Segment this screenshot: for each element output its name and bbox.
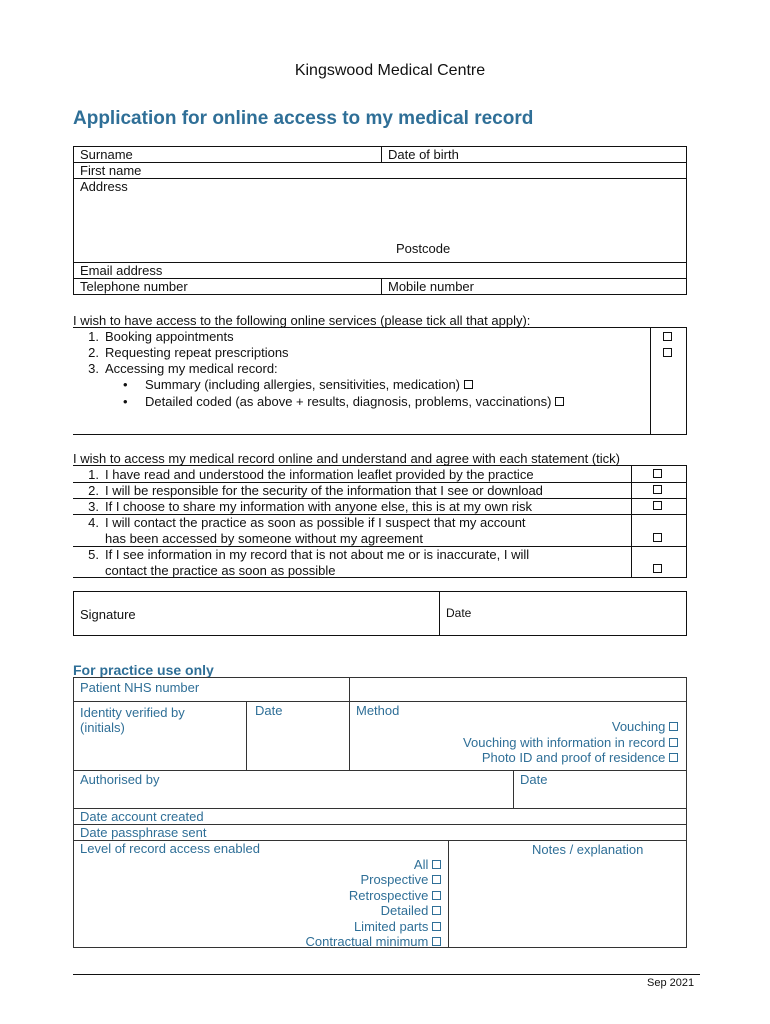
- statement-4-checkbox[interactable]: [653, 533, 662, 542]
- level-all-checkbox[interactable]: [432, 860, 441, 869]
- first-name-field[interactable]: First name: [74, 163, 687, 179]
- statement-2-checkbox[interactable]: [653, 485, 662, 494]
- method-option: Vouching: [612, 719, 678, 734]
- statement-1-checkbox[interactable]: [653, 469, 662, 478]
- footer-date: Sep 2021: [647, 977, 695, 989]
- address-field[interactable]: [74, 179, 687, 263]
- service-item: 2. Requesting repeat prescriptions: [88, 345, 289, 360]
- access-level-label: Level of record access enabled: [80, 841, 260, 856]
- statement-item-cont: has been accessed by someone without my agreement: [105, 531, 423, 546]
- level-limited-checkbox[interactable]: [432, 922, 441, 931]
- photo-id-checkbox[interactable]: [669, 753, 678, 762]
- statement-5-checkbox[interactable]: [653, 564, 662, 573]
- statements-intro: I wish to access my medical record online and understand and agree with each statement (tick): [73, 451, 620, 466]
- level-retrospective-checkbox[interactable]: [432, 891, 441, 900]
- method-label: Method: [356, 703, 400, 718]
- signature-box: [73, 591, 687, 636]
- identity-initials-label: (initials): [80, 720, 125, 735]
- email-field[interactable]: Email address: [74, 263, 687, 279]
- statement-item: 4. I will contact the practice as soon as possible if I suspect that my account: [88, 515, 526, 530]
- passphrase-field[interactable]: Date passphrase sent: [80, 825, 207, 840]
- mobile-field[interactable]: Mobile number: [382, 279, 687, 295]
- nhs-number-field[interactable]: Patient NHS number: [80, 680, 200, 695]
- services-box: [73, 327, 687, 435]
- identity-label: Identity verified by: [80, 705, 185, 720]
- practice-use-heading: For practice use only: [73, 662, 214, 678]
- method-option: Vouching with information in record: [463, 735, 678, 750]
- method-option: Photo ID and proof of residence: [482, 750, 678, 765]
- service-item: 3. Accessing my medical record:: [88, 361, 278, 376]
- services-intro: I wish to have access to the following online services (please tick all that apply):: [73, 313, 531, 328]
- level-option: Retrospective: [349, 888, 441, 903]
- statement-item: 5. If I see information in my record that is not about me or is inaccurate, I will: [88, 547, 530, 562]
- address-label: Address: [80, 179, 128, 194]
- authorised-date-field[interactable]: Date: [520, 772, 548, 787]
- signature-field[interactable]: Signature: [80, 607, 136, 622]
- vouching-info-checkbox[interactable]: [669, 738, 678, 747]
- level-option: Detailed: [381, 903, 441, 918]
- surname-field[interactable]: Surname: [74, 147, 382, 163]
- service-item: 1. Booking appointments: [88, 329, 234, 344]
- level-detailed-checkbox[interactable]: [432, 906, 441, 915]
- dob-field[interactable]: Date of birth: [382, 147, 687, 163]
- form-title: Application for online access to my medical record: [73, 108, 534, 129]
- telephone-field[interactable]: Telephone number: [74, 279, 382, 295]
- signature-date-field[interactable]: Date: [446, 606, 472, 620]
- booking-checkbox[interactable]: [663, 332, 672, 341]
- statement-item: 2. I will be responsible for the security of the information that I see or download: [88, 483, 543, 498]
- level-option: Contractual minimum: [306, 934, 441, 949]
- service-sub-item: • Summary (including allergies, sensitivities, medication): [73, 377, 473, 392]
- repeat-prescriptions-checkbox[interactable]: [663, 348, 672, 357]
- authorised-by-field[interactable]: Authorised by: [80, 772, 160, 787]
- level-option: All: [414, 857, 441, 872]
- statement-3-checkbox[interactable]: [653, 501, 662, 510]
- detailed-coded-checkbox[interactable]: [555, 397, 564, 406]
- level-prospective-checkbox[interactable]: [432, 875, 441, 884]
- identity-date-field[interactable]: Date: [255, 703, 283, 718]
- account-created-field[interactable]: Date account created: [80, 809, 204, 824]
- vouching-checkbox[interactable]: [669, 722, 678, 731]
- footer-rule: [73, 974, 700, 975]
- level-option: Limited parts: [354, 919, 441, 934]
- personal-details-table: [73, 146, 687, 295]
- postcode-label: Postcode: [396, 241, 451, 256]
- practice-use-box: [73, 677, 687, 948]
- statement-item: 3. If I choose to share my information with anyone else, this is at my own risk: [88, 499, 533, 514]
- statement-item: 1. I have read and understood the information leaflet provided by the practice: [88, 467, 534, 482]
- level-contractual-checkbox[interactable]: [432, 937, 441, 946]
- level-option: Prospective: [360, 872, 441, 887]
- summary-checkbox[interactable]: [464, 380, 473, 389]
- notes-field[interactable]: Notes / explanation: [532, 842, 644, 857]
- statement-item-cont: contact the practice as soon as possible: [105, 563, 336, 578]
- statements-box: [73, 465, 687, 578]
- practice-name: Kingswood Medical Centre: [294, 62, 486, 79]
- service-sub-item: • Detailed coded (as above + results, diagnosis, problems, vaccinations): [73, 394, 564, 409]
